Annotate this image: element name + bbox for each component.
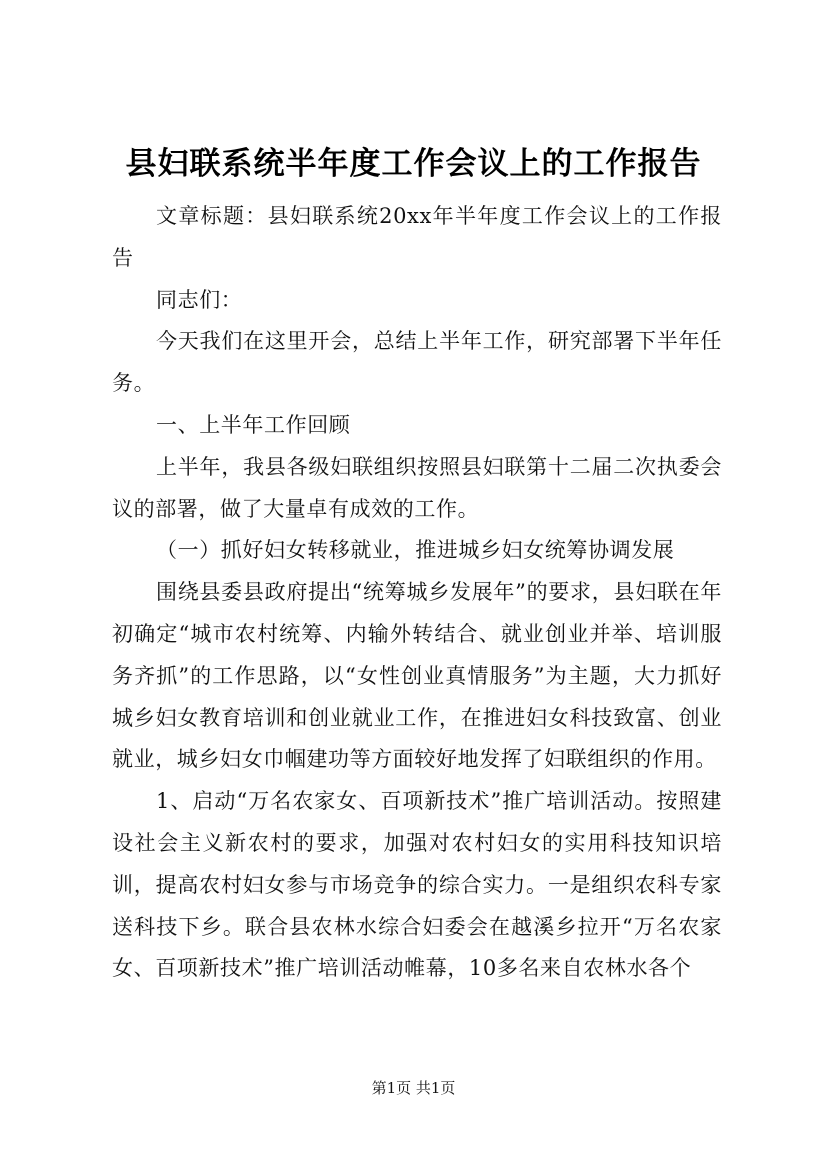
paragraph-intro: 今天我们在这里开会，总结上半年工作，研究部署下半年任务。	[112, 329, 722, 396]
page-footer: 第1页 共1页	[371, 1079, 456, 1097]
paragraph-employment-details: 围绕县委县政府提出“统筹城乡发展年”的要求，县妇联在年初确定“城市农村统筹、内输外转结合、就业创业并举、培训服务齐抓”的工作思路，以“女性创业真情服务”为主题，大力抓好城乡妇女教育培训和创业就业工作，在推进妇女科技致富、创业就业，城乡妇女巾帼建功等方面较好地发挥了妇联组织的作用。	[112, 580, 722, 772]
paragraph-review-summary: 上半年，我县各级妇联组织按照县妇联第十二届二次执委会议的部署，做了大量卓有成效的工作。	[112, 454, 722, 521]
subsection-heading-employment: （一）抓好妇女转移就业，推进城乡妇女统筹协调发展	[156, 538, 675, 563]
paragraph-salutation: 同志们：	[156, 287, 243, 312]
paragraph-training-activity: 1、启动“万名农家女、百项新技术”推广培训活动。按照建设社会主义新农村的要求，加强对农村妇女的实用科技知识培训，提高农村妇女参与市场竞争的综合实力。一是组织农科专家送科技下乡。联合县农林水综合妇委会在越溪乡拉开“万名农家女、百项新技术”推广培训活动帷幕，10多名来自农林水各个	[112, 789, 722, 981]
section-heading-review: 一、上半年工作回顾	[156, 412, 351, 437]
paragraph-article-title: 文章标题：县妇联系统20xx年半年度工作会议上的工作报告	[112, 204, 722, 270]
document-body	[112, 196, 722, 990]
document-title: 县妇联系统半年度工作会议上的工作报告	[125, 146, 702, 182]
